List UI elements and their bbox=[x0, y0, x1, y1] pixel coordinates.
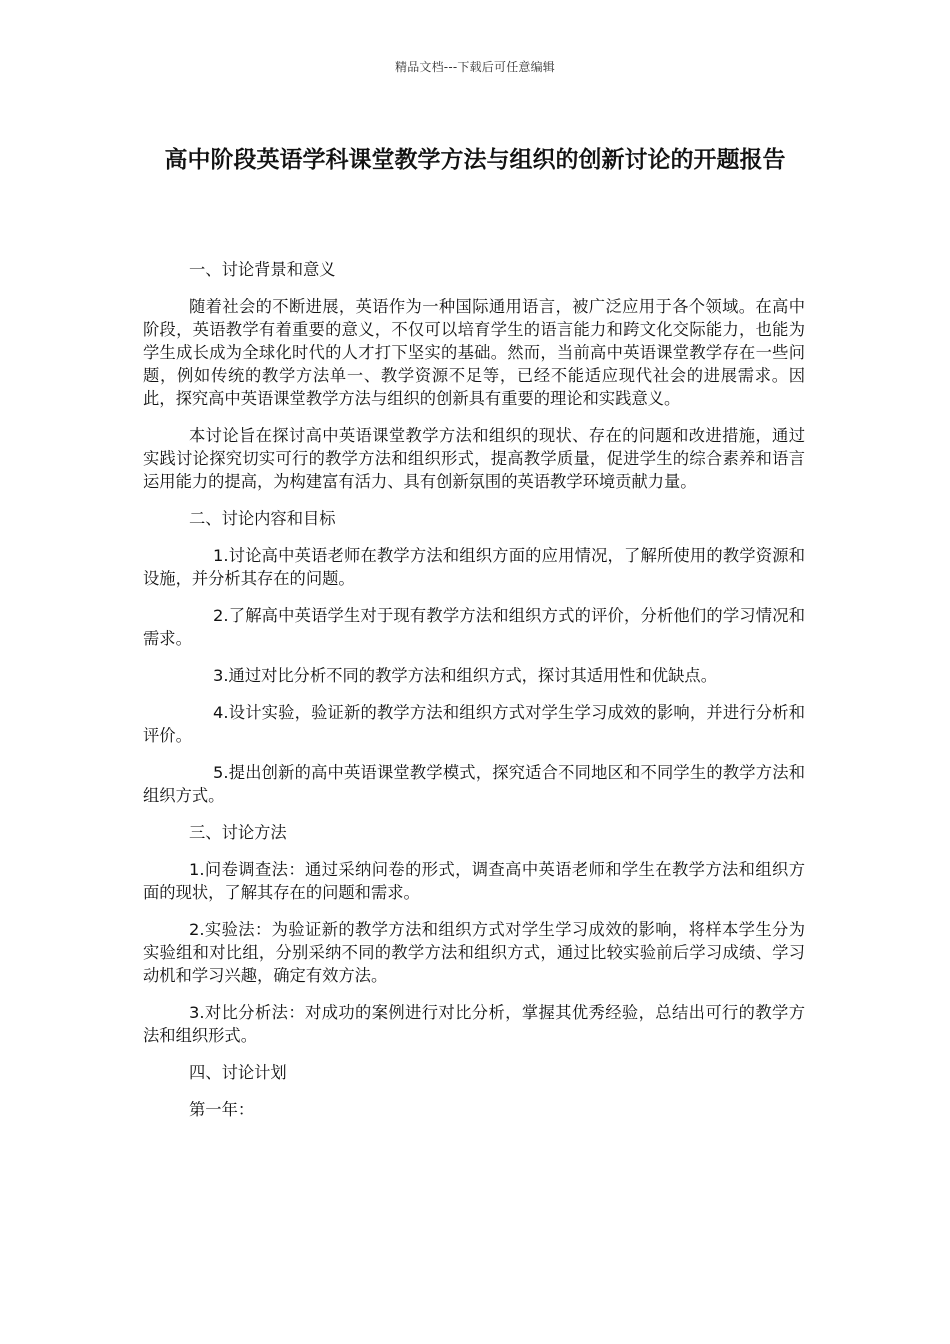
method-item-1: 1.问卷调查法：通过采纳问卷的形式，调查高中英语老师和学生在教学方法和组织方面的现状，了解其存在的问题和需求。 bbox=[143, 860, 805, 902]
background-paragraph-1: 随着社会的不断进展，英语作为一种国际通用语言，被广泛应用于各个领域。在高中阶段，英语教学有着重要的意义，不仅可以培育学生的语言能力和跨文化交际能力，也能为学生成长成为全球化时代的人才打下坚实的基础。然而，当前高中英语课堂教学存在一些问题，例如传统的教学方法单一、教学资源不足等，已经不能适应现代社会的进展需求。因此，探究高中英语课堂教学方法与组织的创新具有重要的理论和实践意义。 bbox=[143, 297, 805, 408]
section-heading-plan: 四、讨论计划 bbox=[189, 1063, 287, 1082]
section-heading-content: 二、讨论内容和目标 bbox=[189, 509, 336, 528]
content-item-4: 4.设计实验，验证新的教学方法和组织方式对学生学习成效的影响，并进行分析和评价。 bbox=[143, 703, 805, 745]
header-note: 精品文档---下载后可任意编辑 bbox=[395, 60, 555, 74]
background-paragraph-2: 本讨论旨在探讨高中英语课堂教学方法和组织的现状、存在的问题和改进措施，通过实践讨论探究切实可行的教学方法和组织形式，提高教学质量，促进学生的综合素养和语言运用能力的提高，为构建富有活力、具有创新氛围的英语教学环境贡献力量。 bbox=[143, 426, 805, 491]
section-heading-methods: 三、讨论方法 bbox=[189, 823, 287, 842]
content-item-5: 5.提出创新的高中英语课堂教学模式，探究适合不同地区和不同学生的教学方法和组织方式。 bbox=[143, 763, 805, 805]
section-heading-background: 一、讨论背景和意义 bbox=[189, 260, 336, 279]
content-item-2: 2.了解高中英语学生对于现有教学方法和组织方式的评价，分析他们的学习情况和需求。 bbox=[143, 606, 805, 648]
plan-first-year: 第一年： bbox=[189, 1100, 255, 1119]
document-title: 高中阶段英语学科课堂教学方法与组织的创新讨论的开题报告 bbox=[164, 147, 786, 173]
content-item-3: 3.通过对比分析不同的教学方法和组织方式，探讨其适用性和优缺点。 bbox=[213, 666, 717, 685]
method-item-3: 3.对比分析法：对成功的案例进行对比分析，掌握其优秀经验，总结出可行的教学方法和组织形式。 bbox=[143, 1003, 805, 1045]
document-body bbox=[143, 258, 805, 1135]
method-item-2: 2.实验法：为验证新的教学方法和组织方式对学生学习成效的影响，将样本学生分为实验组和对比组，分别采纳不同的教学方法和组织方式，通过比较实验前后学习成绩、学习动机和学习兴趣，确定有效方法。 bbox=[143, 920, 805, 985]
content-item-1: 1.讨论高中英语老师在教学方法和组织方面的应用情况，了解所使用的教学资源和设施，并分析其存在的问题。 bbox=[143, 546, 805, 588]
